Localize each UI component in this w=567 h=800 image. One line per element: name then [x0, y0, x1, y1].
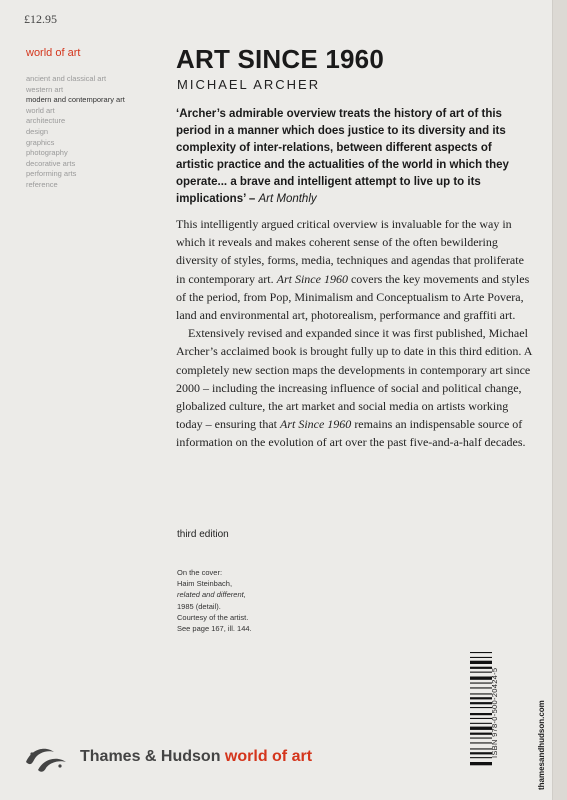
barcode-bar	[470, 748, 492, 749]
description-paragraph	[176, 215, 532, 324]
barcode-bar	[470, 667, 492, 669]
subject-item: design	[26, 126, 49, 136]
barcode-bar	[470, 702, 492, 704]
barcode-bar	[470, 718, 492, 719]
barcode-bar	[470, 723, 492, 724]
subject-item-active: modern and contemporary art	[26, 95, 125, 105]
quote-source: Art Monthly	[258, 193, 317, 205]
subject-item: architecture	[26, 116, 66, 126]
credit-line: Haim Steinbach,	[177, 579, 233, 589]
publisher-name: Thames & Hudson	[80, 748, 221, 765]
barcode-bar	[470, 687, 492, 688]
credit-line: See page 167, ill. 144.	[177, 624, 252, 634]
barcode-bar	[470, 672, 492, 673]
description-text: This intelligently argued critical overview is invaluable for the way in which it reveals and makes coherent sense of the often bewildering diversity of styles, forms, media, techniques and agendas that proliferate in contemporary art.	[176, 217, 524, 286]
dolphins-logo-icon	[24, 742, 68, 774]
barcode-bar	[470, 742, 492, 743]
subject-list	[26, 74, 136, 191]
credit-line: Courtesy of the artist.	[177, 612, 249, 622]
description-paragraph	[176, 324, 532, 451]
description-text: remains an indispensable source of information on the evolution of art over the past five-and-a-half decades.	[176, 417, 526, 450]
barcode-bar	[470, 657, 492, 658]
barcode-bar	[470, 677, 492, 680]
barcode-bar	[470, 757, 492, 758]
barcode-bar	[470, 693, 492, 694]
barcode-bar	[470, 652, 492, 653]
description-text: covers the key movements and styles of the period, from Pop, Minimalism and Conceptualism to Arte Povera, land and environmental art, photorealism, performance and graffiti art.	[176, 271, 530, 323]
publisher-website: thamesandhudson.com	[537, 700, 546, 790]
subject-item: western art	[26, 84, 64, 94]
quote-dash: –	[245, 193, 259, 205]
review-quote	[176, 106, 531, 208]
barcode-bar	[470, 661, 492, 664]
credit-line: related and different,	[177, 590, 246, 600]
subject-item: reference	[26, 179, 58, 189]
barcode-bar	[470, 697, 492, 699]
book-title: ART SINCE 1960	[176, 44, 384, 74]
description-text: Extensively revised and expanded since it was first published, Michael Archer’s acclaimed book is brought fully up to date in this third edition. A completely new section maps the developments in contemporary art since 2000 – including the increasing influence of social and political change, globalized culture, the art market and social media on artists working today – ensuring that	[176, 326, 532, 432]
book-spine-edge	[552, 0, 567, 800]
barcode-bar	[470, 707, 492, 708]
description-title-italic: Art Since 1960	[279, 417, 352, 432]
subject-item: ancient and classical art	[26, 74, 107, 83]
barcode-bar	[470, 733, 492, 735]
isbn-number: ISBN 978-0-500-20424-5	[490, 667, 499, 758]
publisher-series: world of art	[224, 748, 313, 765]
description-title-italic: Art Since 1960	[276, 271, 348, 286]
publisher-imprint	[80, 748, 312, 766]
credit-line: On the cover:	[177, 568, 223, 577]
subject-item: photography	[26, 148, 68, 158]
edition-label: third edition	[177, 529, 229, 540]
barcode-bar	[470, 713, 492, 715]
description	[176, 215, 532, 452]
subject-item: performing arts	[26, 169, 77, 179]
cover-credit	[177, 567, 317, 634]
barcode-bar	[470, 727, 492, 730]
book-author: MICHAEL ARCHER	[177, 77, 321, 92]
credit-line: 1985 (detail).	[177, 601, 221, 611]
barcode-bar	[470, 738, 492, 739]
series-brand: world of art	[26, 47, 81, 59]
price-label: £12.95	[24, 12, 57, 26]
subject-item: world art	[26, 105, 55, 115]
barcode-bar	[470, 752, 492, 754]
quote-text: ‘Archer’s admirable overview treats the history of art of this period in a manner which does justice to its diversity and its complexity of inter-relations, between different aspects of artistic practice and the actualities of the world in which they operate... a brave and intelligent attempt to live up to its implications’	[176, 108, 509, 205]
subject-item: graphics	[26, 137, 55, 147]
barcode-bar	[470, 762, 492, 765]
barcode-bar	[470, 683, 492, 684]
subject-item: decorative arts	[26, 158, 76, 168]
